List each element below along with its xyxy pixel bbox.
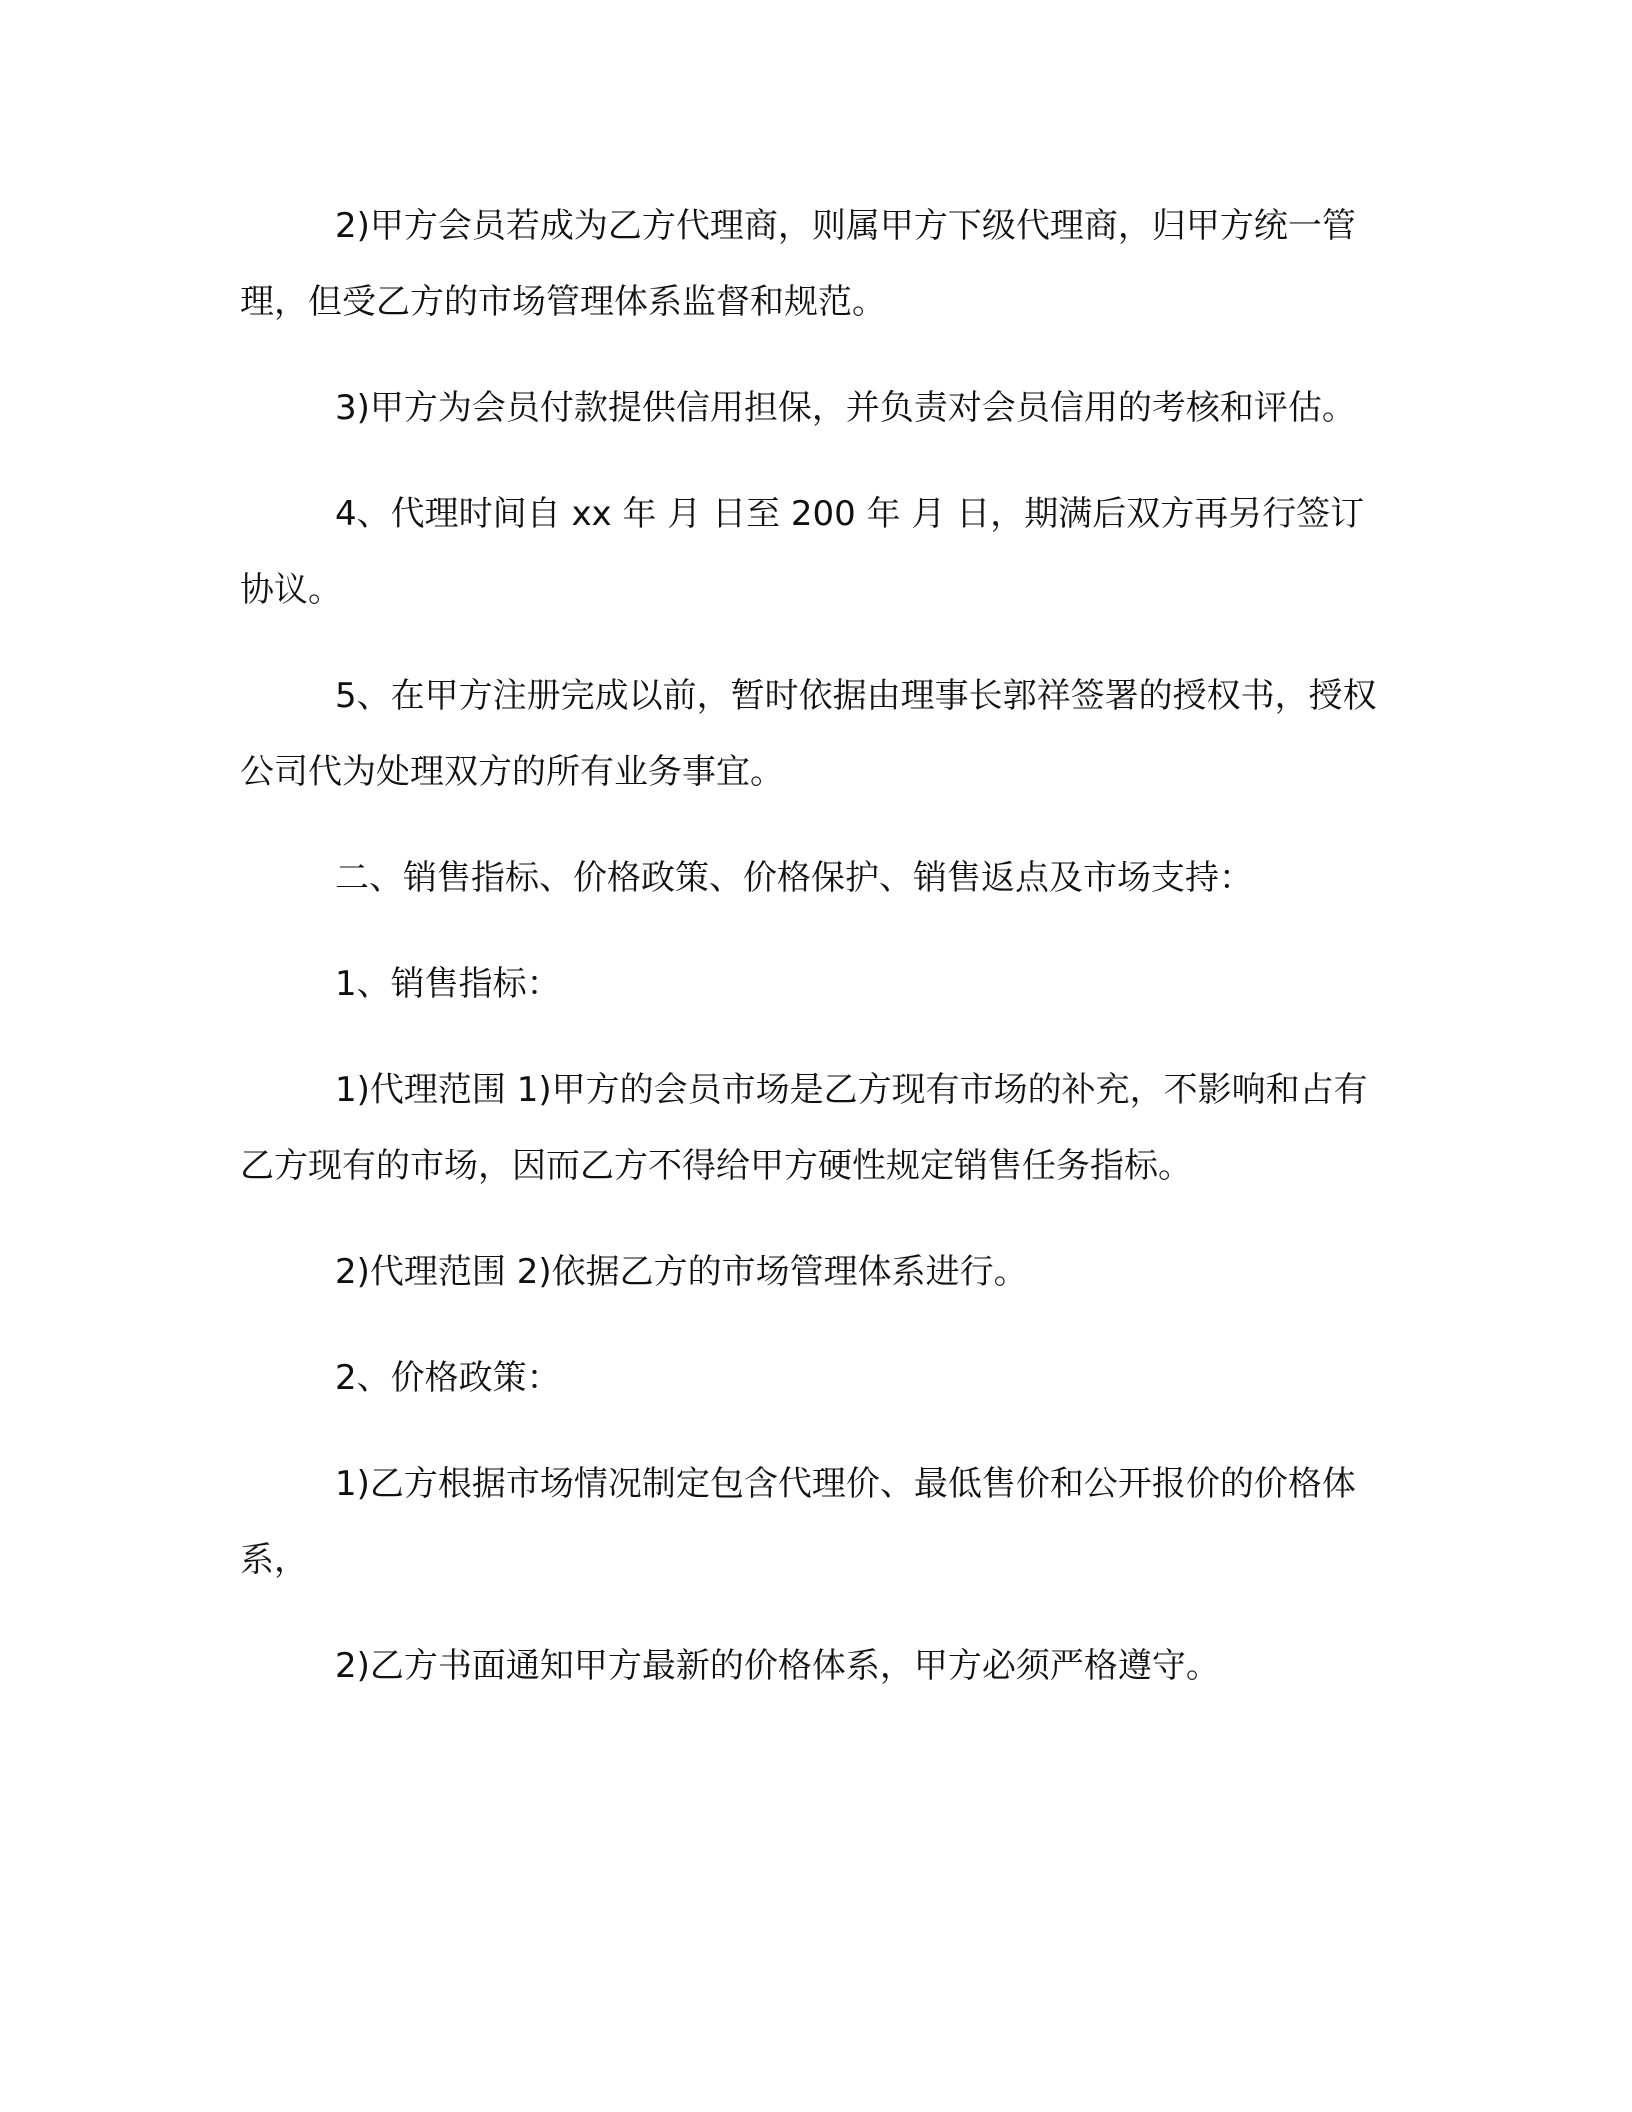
paragraph-agency-scope-2: 2)代理范围 2)依据乙方的市场管理体系进行。 <box>335 1252 1028 1292</box>
paragraph-member-agent: 2)甲方会员若成为乙方代理商，则属甲方下级代理商，归甲方统一管理，但受乙方的市场管理体系监督和规范。 <box>240 206 1356 322</box>
paragraph-authorization: 5、在甲方注册完成以前，暂时依据由理事长郭祥签署的授权书，授权 公司代为处理双方的所有业务事宜。 <box>240 676 1377 792</box>
paragraph-credit-guarantee: 3)甲方为会员付款提供信用担保，并负责对会员信用的考核和评估。 <box>335 388 1356 428</box>
paragraph-price-system: 1)乙方根据市场情况制定包含代理价、最低售价和公开报价的价格体系， <box>240 1464 1356 1580</box>
subheading-pricing-policy: 2、价格政策： <box>335 1358 561 1398</box>
paragraph-agency-scope-1: 1)代理范围 1)甲方的会员市场是乙方现有市场的补充，不影响和占有乙方现有的市场，因而乙方不得给甲方硬性规定销售任务指标。 <box>240 1070 1368 1186</box>
paragraph-agency-period: 4、代理时间自 xx 年 月 日至 200 年 月 日，期满后双方再另行签订协议。 <box>240 494 1365 610</box>
document-body <box>240 188 1380 1734</box>
section-heading-sales: 二、销售指标、价格政策、价格保护、销售返点及市场支持： <box>335 858 1253 898</box>
subheading-sales-targets: 1、销售指标： <box>335 964 561 1004</box>
paragraph-price-notification: 2)乙方书面通知甲方最新的价格体系，甲方必须严格遵守。 <box>335 1646 1220 1686</box>
